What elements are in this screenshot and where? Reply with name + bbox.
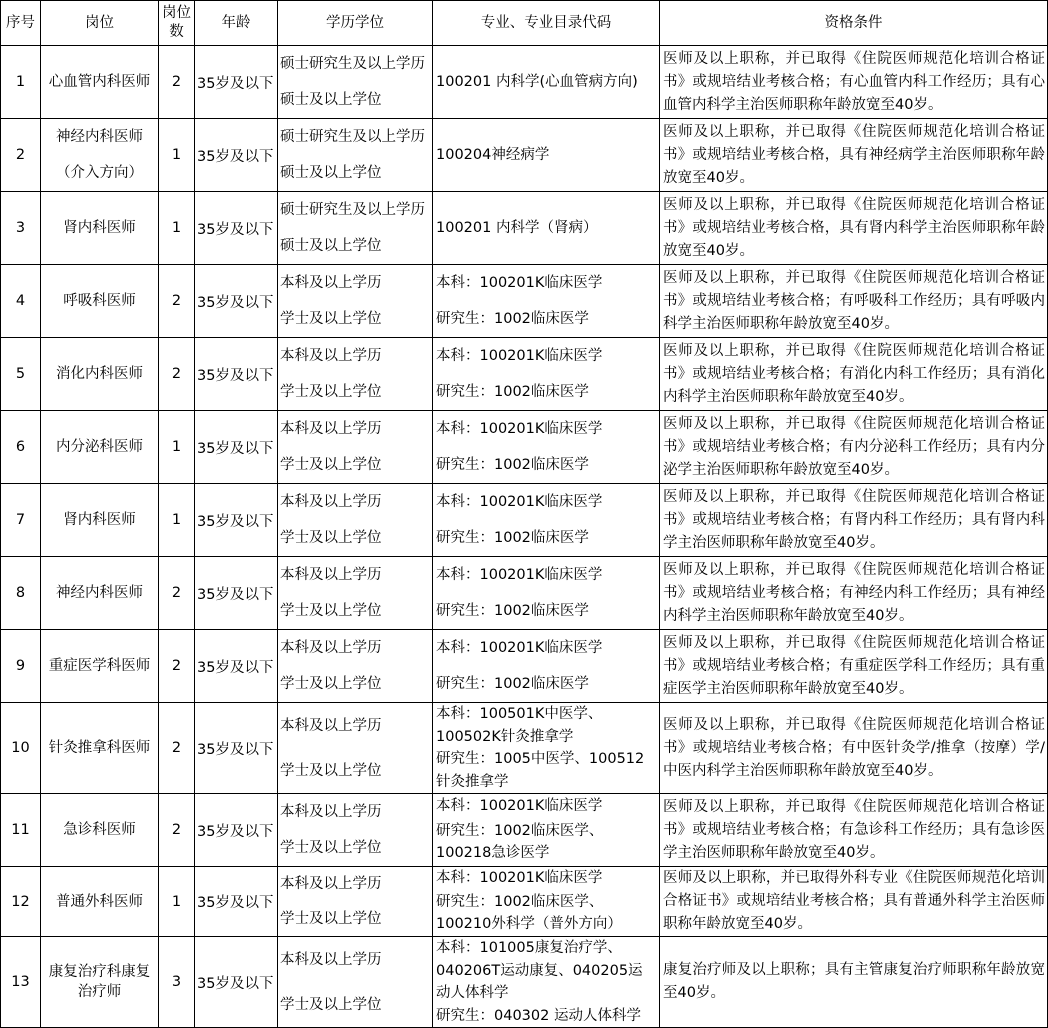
cell-degree xyxy=(278,46,433,119)
major-stack xyxy=(436,411,656,483)
position-line: 神经内科医师 xyxy=(56,585,143,601)
cell-no: 2 xyxy=(1,119,41,192)
cell-age: 35岁及以下 xyxy=(195,265,278,338)
cell-degree xyxy=(278,703,433,794)
major-line: 100204神经病学 xyxy=(436,146,550,163)
cell-count: 2 xyxy=(159,265,195,338)
cell-age: 35岁及以下 xyxy=(195,703,278,794)
header-no: 序号 xyxy=(1,1,41,46)
major-stack xyxy=(436,703,656,793)
table-row xyxy=(1,265,1048,338)
cell-degree xyxy=(278,937,433,1028)
table-row xyxy=(1,484,1048,557)
cell-age: 35岁及以下 xyxy=(195,867,278,937)
cell-qualification: 医师及以上职称，并已取得《住院医师规范化培训合格证书》或规培结业考核合格；有中医针灸学/推拿（按摩）学/中医内科学主治医师职称年龄放宽至40岁。 xyxy=(660,703,1048,794)
degree-line: 本科及以上学历 xyxy=(280,421,382,437)
major-line: 研究生：1002临床医学 xyxy=(436,383,589,400)
cell-position xyxy=(41,937,159,1028)
degree-line: 本科及以上学历 xyxy=(280,640,382,656)
cell-no: 9 xyxy=(1,630,41,703)
major-line: 本科：100201K临床医学 xyxy=(436,274,603,291)
degree-stack xyxy=(280,411,432,483)
major-line: 本科：100201K临床医学 xyxy=(436,493,603,510)
major-line: 研究生：1002临床医学 xyxy=(436,675,589,692)
cell-major xyxy=(433,794,660,867)
major-line: 研究生：040302 运动人体科学 xyxy=(436,1007,641,1024)
cell-age: 35岁及以下 xyxy=(195,557,278,630)
cell-position xyxy=(41,265,159,338)
cell-degree xyxy=(278,867,433,937)
major-line: 本科：100501K中医学、100502K针灸推拿学 xyxy=(436,706,603,745)
header-position: 岗位 xyxy=(41,1,159,46)
major-stack xyxy=(436,265,656,337)
degree-line: 学士及以上学位 xyxy=(280,762,382,779)
major-line: 100201 内科学（肾病） xyxy=(436,219,598,236)
cell-qualification: 医师及以上职称，并已取得《住院医师规范化培训合格证书》或规培结业考核合格；有消化内科工作经历；具有消化内科学主治医师职称年龄放宽至40岁。 xyxy=(660,338,1048,411)
degree-line: 学士及以上学位 xyxy=(280,311,382,327)
cell-position xyxy=(41,867,159,937)
major-line: 研究生：1002临床医学、100218急诊医学 xyxy=(436,822,604,862)
degree-line: 硕士及以上学位 xyxy=(280,92,382,108)
degree-stack xyxy=(280,794,432,866)
cell-major xyxy=(433,484,660,557)
major-line: 本科：100201K临床医学 xyxy=(436,798,603,815)
cell-qualification: 医师及以上职称，并已取得《住院医师规范化培训合格证书》或规培结业考核合格，具有肾内科学主治医师职称年龄放宽至40岁。 xyxy=(660,192,1048,265)
degree-stack xyxy=(280,484,432,556)
header-age: 年龄 xyxy=(195,1,278,46)
cell-no: 5 xyxy=(1,338,41,411)
degree-stack xyxy=(280,867,432,936)
cell-no: 10 xyxy=(1,703,41,794)
major-stack xyxy=(436,484,656,556)
major-line: 研究生：1002临床医学 xyxy=(436,529,589,546)
table-row xyxy=(1,703,1048,794)
cell-qualification: 医师及以上职称，并已取得《住院医师规范化培训合格证书》或规培结业考核合格；有急诊科工作经历；具有急诊医学主治医师职称年龄放宽至40岁。 xyxy=(660,794,1048,867)
degree-line: 本科及以上学历 xyxy=(280,348,382,364)
header-major: 专业、专业目录代码 xyxy=(433,1,660,46)
major-line: 研究生：1002临床医学 xyxy=(436,310,589,327)
cell-qualification: 医师及以上职称，并已取得《住院医师规范化培训合格证书》或规培结业考核合格，具有神经病学主治医师职称年龄放宽至40岁。 xyxy=(660,119,1048,192)
cell-position xyxy=(41,630,159,703)
cell-age: 35岁及以下 xyxy=(195,794,278,867)
table-row xyxy=(1,867,1048,937)
degree-line: 硕士研究生及以上学历 xyxy=(280,56,425,72)
major-line: 本科：101005康复治疗学、040206T运动康复、040205运动人体科学 xyxy=(436,940,643,1001)
degree-line: 本科及以上学历 xyxy=(280,717,382,734)
cell-count: 2 xyxy=(159,630,195,703)
cell-age: 35岁及以下 xyxy=(195,338,278,411)
cell-count: 1 xyxy=(159,119,195,192)
cell-age: 35岁及以下 xyxy=(195,46,278,119)
major-line: 研究生：1002临床医学 xyxy=(436,602,589,619)
major-line: 本科：100201K临床医学 xyxy=(436,347,603,364)
cell-age: 35岁及以下 xyxy=(195,937,278,1028)
cell-qualification: 医师及以上职称，并已取得《住院医师规范化培训合格证书》或规培结业考核合格；有肾内科工作经历；具有肾内科学主治医师职称年龄放宽至40岁。 xyxy=(660,484,1048,557)
table-row xyxy=(1,338,1048,411)
cell-position xyxy=(41,46,159,119)
degree-line: 学士及以上学位 xyxy=(280,457,382,473)
cell-major xyxy=(433,119,660,192)
table-row xyxy=(1,119,1048,192)
cell-major xyxy=(433,867,660,937)
cell-count: 2 xyxy=(159,46,195,119)
degree-stack xyxy=(280,119,432,191)
cell-qualification: 康复治疗师及以上职称；具有主管康复治疗师职称年龄放宽至40岁。 xyxy=(660,937,1048,1028)
cell-count: 1 xyxy=(159,867,195,937)
cell-position xyxy=(41,484,159,557)
cell-no: 12 xyxy=(1,867,41,937)
cell-qualification: 医师及以上职称，并已取得《住院医师规范化培训合格证书》或规培结业考核合格；有心血管内科工作经历；具有心血管内科学主治医师职称年龄放宽至40岁。 xyxy=(660,46,1048,119)
cell-position xyxy=(41,338,159,411)
degree-stack xyxy=(280,703,432,793)
cell-count: 2 xyxy=(159,557,195,630)
cell-degree xyxy=(278,265,433,338)
position-line: （介入方向） xyxy=(56,165,143,181)
cell-qualification: 医师及以上职称，并已取得《住院医师规范化培训合格证书》或规培结业考核合格；有神经内科工作经历；具有神经内科学主治医师职称年龄放宽至40岁。 xyxy=(660,557,1048,630)
cell-major xyxy=(433,192,660,265)
cell-no: 13 xyxy=(1,937,41,1028)
degree-line: 本科及以上学历 xyxy=(280,494,382,510)
cell-major xyxy=(433,630,660,703)
major-line: 研究生：1002临床医学、100210外科学（普外方向） xyxy=(436,893,622,933)
cell-position xyxy=(41,192,159,265)
major-line: 本科：100201K临床医学 xyxy=(436,566,603,583)
degree-line: 学士及以上学位 xyxy=(280,603,382,619)
degree-line: 学士及以上学位 xyxy=(280,530,382,546)
cell-degree xyxy=(278,630,433,703)
position-line: 普通外科医师 xyxy=(56,893,143,910)
table-row xyxy=(1,937,1048,1028)
major-stack xyxy=(436,630,656,702)
position-line: 康复治疗科康复治疗师 xyxy=(48,964,151,1000)
cell-no: 7 xyxy=(1,484,41,557)
degree-line: 硕士及以上学位 xyxy=(280,165,382,181)
major-line: 100201 内科学(心血管病方向) xyxy=(436,73,638,90)
table-row xyxy=(1,411,1048,484)
header-row xyxy=(1,1,1048,46)
position-line: 肾内科医师 xyxy=(63,512,136,528)
cell-age: 35岁及以下 xyxy=(195,119,278,192)
cell-position xyxy=(41,794,159,867)
cell-degree xyxy=(278,794,433,867)
degree-stack xyxy=(280,192,432,264)
cell-qualification: 医师及以上职称，并已取得《住院医师规范化培训合格证书》或规培结业考核合格；有呼吸科工作经历；具有呼吸内科学主治医师职称年龄放宽至40岁。 xyxy=(660,265,1048,338)
degree-stack xyxy=(280,46,432,118)
cell-no: 4 xyxy=(1,265,41,338)
degree-line: 硕士研究生及以上学历 xyxy=(280,202,425,218)
cell-no: 11 xyxy=(1,794,41,867)
cell-major xyxy=(433,703,660,794)
major-line: 研究生：1002临床医学 xyxy=(436,456,589,473)
cell-major xyxy=(433,46,660,119)
cell-count: 1 xyxy=(159,484,195,557)
major-stack xyxy=(436,338,656,410)
cell-no: 8 xyxy=(1,557,41,630)
header-quota-line: 数 xyxy=(169,24,184,40)
position-line: 急诊科医师 xyxy=(63,822,136,838)
position-line: 重症医学科医师 xyxy=(48,658,151,674)
major-stack xyxy=(436,557,656,629)
cell-count: 2 xyxy=(159,794,195,867)
header-qualification: 资格条件 xyxy=(660,1,1048,46)
table-row xyxy=(1,630,1048,703)
cell-qualification: 医师及以上职称，并已取得外科专业《住院医师规范化培训合格证书》或规培结业考核合格；具有普通外科学主治医师职称年龄放宽至40岁。 xyxy=(660,867,1048,937)
position-line: 心血管内科医师 xyxy=(48,74,151,90)
cell-qualification: 医师及以上职称，并已取得《住院医师规范化培训合格证书》或规培结业考核合格；有内分泌科工作经历；具有内分泌学主治医师职称年龄放宽至40岁。 xyxy=(660,411,1048,484)
position-line: 呼吸科医师 xyxy=(63,293,136,309)
degree-line: 学士及以上学位 xyxy=(280,384,382,400)
table-row xyxy=(1,192,1048,265)
degree-line: 硕士及以上学位 xyxy=(280,238,382,254)
cell-position xyxy=(41,703,159,794)
degree-stack xyxy=(280,338,432,410)
degree-stack xyxy=(280,630,432,702)
degree-stack xyxy=(280,265,432,337)
cell-qualification: 医师及以上职称，并已取得《住院医师规范化培训合格证书》或规培结业考核合格；有重症医学科工作经历；具有重症医学主治医师职称年龄放宽至40岁。 xyxy=(660,630,1048,703)
cell-no: 3 xyxy=(1,192,41,265)
cell-position xyxy=(41,557,159,630)
position-line: 消化内科医师 xyxy=(56,366,143,382)
cell-degree xyxy=(278,411,433,484)
degree-line: 学士及以上学位 xyxy=(280,840,382,856)
cell-no: 1 xyxy=(1,46,41,119)
major-line: 研究生：1005中医学、100512针灸推拿学 xyxy=(436,751,645,790)
table-row xyxy=(1,557,1048,630)
table-body xyxy=(1,46,1048,1028)
degree-stack xyxy=(280,937,432,1027)
cell-major xyxy=(433,338,660,411)
position-line: 针灸推拿科医师 xyxy=(48,740,151,756)
major-line: 本科：100201K临床医学 xyxy=(436,870,603,887)
cell-age: 35岁及以下 xyxy=(195,630,278,703)
degree-line: 学士及以上学位 xyxy=(280,910,382,927)
cell-count: 1 xyxy=(159,192,195,265)
header-quota-line: 岗位 xyxy=(162,5,191,21)
major-line: 本科：100201K临床医学 xyxy=(436,639,603,656)
cell-major xyxy=(433,937,660,1028)
major-stack xyxy=(436,937,656,1027)
cell-position xyxy=(41,119,159,192)
cell-major xyxy=(433,557,660,630)
cell-major xyxy=(433,265,660,338)
degree-line: 学士及以上学位 xyxy=(280,996,382,1013)
degree-line: 硕士研究生及以上学历 xyxy=(280,129,425,145)
cell-count: 2 xyxy=(159,703,195,794)
cell-age: 35岁及以下 xyxy=(195,484,278,557)
position-line: 肾内科医师 xyxy=(63,220,136,236)
cell-major xyxy=(433,411,660,484)
degree-line: 学士及以上学位 xyxy=(280,676,382,692)
position-line: 神经内科医师 xyxy=(56,129,143,145)
cell-count: 2 xyxy=(159,338,195,411)
header-quota xyxy=(159,1,195,46)
cell-count: 1 xyxy=(159,411,195,484)
cell-no: 6 xyxy=(1,411,41,484)
table-row xyxy=(1,794,1048,867)
cell-degree xyxy=(278,484,433,557)
cell-age: 35岁及以下 xyxy=(195,192,278,265)
header-degree: 学历学位 xyxy=(278,1,433,46)
degree-stack xyxy=(280,557,432,629)
major-stack xyxy=(436,794,656,866)
cell-degree xyxy=(278,338,433,411)
table-row xyxy=(1,46,1048,119)
cell-age: 35岁及以下 xyxy=(195,411,278,484)
major-line: 本科：100201K临床医学 xyxy=(436,420,603,437)
position-line: 内分泌科医师 xyxy=(56,439,143,455)
cell-degree xyxy=(278,192,433,265)
cell-count: 3 xyxy=(159,937,195,1028)
degree-line: 本科及以上学历 xyxy=(280,876,382,893)
degree-line: 本科及以上学历 xyxy=(280,804,382,820)
major-stack xyxy=(436,867,656,936)
degree-line: 本科及以上学历 xyxy=(280,275,382,291)
degree-line: 本科及以上学历 xyxy=(280,951,382,968)
cell-degree xyxy=(278,557,433,630)
cell-position xyxy=(41,411,159,484)
cell-degree xyxy=(278,119,433,192)
degree-line: 本科及以上学历 xyxy=(280,567,382,583)
